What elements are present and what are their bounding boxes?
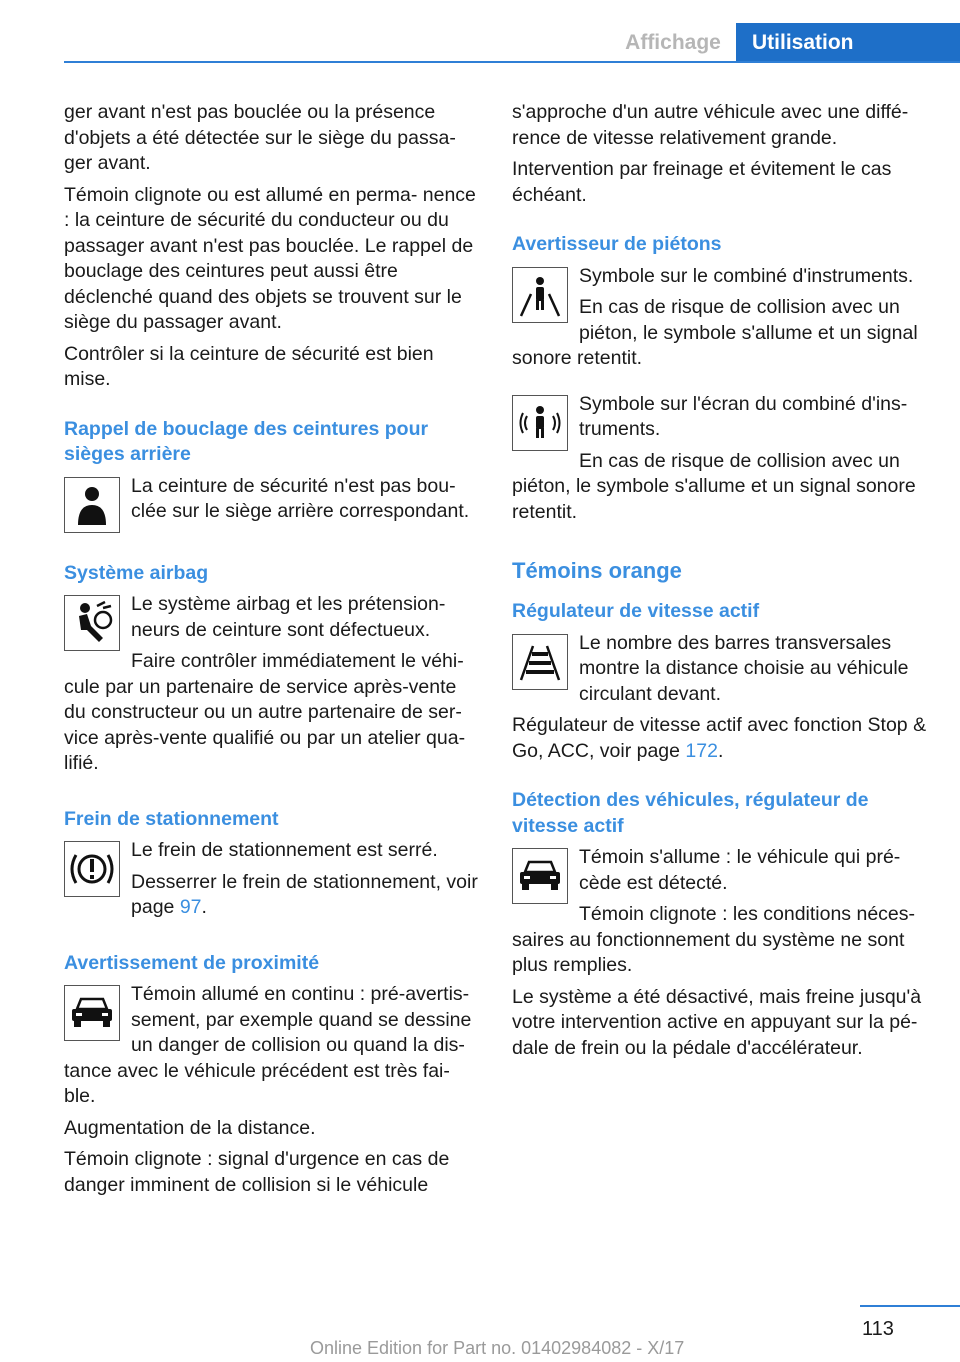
detect-block [512, 845, 928, 979]
heading-pedestrian-warning: Avertisseur de piétons [512, 233, 722, 255]
right-column [512, 100, 928, 1067]
tab-utilisation[interactable]: Utilisation [736, 23, 960, 61]
page-link-172[interactable]: 172 [685, 739, 718, 762]
paragraph: ger avant n'est pas bouclée ou la présence d'objets a été détectée sur le siège du passa‐ ger avant. [64, 101, 456, 174]
heading-rear-belt-reminder: Rappel de bouclage des ceintures pour sièges arrière [64, 417, 429, 465]
left-column [64, 100, 480, 1204]
paragraph: En cas de risque de collision avec un piéton, le symbole s'allume et un signal sonore retentit. [512, 449, 916, 523]
pedestrian-block-2 [512, 392, 928, 526]
page-header [0, 0, 960, 62]
proximity-block [64, 982, 480, 1198]
paragraph: La ceinture de sécurité n'est pas bou‐ clée sur le siège arrière correspondant. [131, 474, 470, 522]
text: Desserrer le frein de stationnement, voir page [131, 870, 478, 918]
rear-belt-block [64, 474, 480, 525]
paragraph: s'approche d'un autre véhicule avec une diffé‐ rence de vitesse relativement grande. [512, 101, 909, 149]
paragraph [512, 713, 928, 764]
paragraph: Faire contrôler immédiatement le véhi‐ cule par un partenaire de service après-vente du constructeur ou un autre partenaire de ser‐ vice après-vente qualifié ou par un atelier qua‐ lifié. [64, 650, 466, 774]
text: . [201, 896, 207, 918]
seatbelt-person-icon [64, 477, 120, 533]
paragraph: Contrôler si la ceinture de sécurité est bien mise. [64, 342, 434, 390]
paragraph: Le nombre des barres transversales montre la distance choisie au véhicule circulant devant. [579, 631, 909, 705]
paragraph: Témoin clignote : les conditions néces‐ saires au fonctionnement du système ne sont plus remplies. [512, 903, 916, 976]
pedestrian-road-icon [512, 267, 568, 323]
text: . [717, 739, 724, 762]
acc-block [512, 631, 928, 708]
paragraph: Symbole sur le combiné d'instruments. [579, 264, 914, 287]
heading-airbag: Système airbag [64, 561, 209, 584]
heading-parking-brake: Frein de stationnement [64, 807, 279, 830]
paragraph: Le système airbag et les prétension‐ neurs de ceinture sont défectueux. [131, 593, 446, 641]
paragraph: Témoin s'allume : le véhicule qui pré‐ cède est détecté. [579, 846, 901, 894]
distance-bars-icon [512, 634, 568, 690]
tab-affichage[interactable]: Affichage [625, 31, 721, 54]
car-front-icon [512, 848, 568, 904]
edition-note: Online Edition for Part no. 01402984082 - X/17 [310, 1338, 685, 1358]
airbag-icon [64, 595, 120, 651]
paragraph [64, 870, 480, 921]
paragraph: Témoin clignote : signal d'urgence en cas de danger imminent de collision si le véhicule [64, 1148, 450, 1196]
car-front-icon [64, 985, 120, 1041]
parking-brake-block [64, 838, 480, 921]
paragraph: Témoin clignote ou est allumé en perma‐ nence : la ceinture de sécurité du conducteur ou du passager avant n'est pas bouclée. Le rappel de bouclage des ceintures peut aussi être déclenché quand des objets se trouvent sur le siège du passager avant. [64, 183, 476, 333]
parking-brake-icon [64, 841, 120, 897]
heading-vehicle-detection: Détection des véhicules, régulateur de vitesse actif [512, 789, 869, 837]
paragraph: Le frein de stationnement est serré. [131, 839, 438, 861]
footer-divider [860, 1305, 960, 1307]
text: Régulateur de vitesse actif avec fonction Stop & Go, ACC, voir page [512, 714, 927, 762]
paragraph: Intervention par freinage et évitement le cas échéant. [512, 158, 892, 206]
paragraph: Témoin allumé en continu : pré-avertis‐ sement, par exemple quand se dessine un danger de collision ou quand la dis‐ tance avec le véhicule précédent est très fai‐ ble. [64, 983, 472, 1107]
pedestrian-block-1 [512, 264, 928, 372]
paragraph: En cas de risque de collision avec un piéton, le symbole s'allume et un signal sonore retentit. [512, 296, 918, 369]
paragraph: Le système a été désactivé, mais freine jusqu'à votre intervention active en appuyant sur la pé‐ dale de frein ou la pédale d'accélérateur. [512, 985, 922, 1059]
header-divider [64, 61, 960, 63]
paragraph: Symbole sur l'écran du combiné d'ins‐ truments. [579, 392, 908, 440]
pedestrian-sound-icon [512, 395, 568, 451]
paragraph: Augmentation de la distance. [64, 1116, 316, 1139]
airbag-block [64, 592, 480, 777]
page-link-97[interactable]: 97 [179, 896, 202, 918]
page-number: 113 [862, 1318, 894, 1340]
heading-proximity-warning: Avertissement de proximité [64, 951, 320, 974]
heading-active-cruise-control: Régulateur de vitesse actif [512, 600, 760, 622]
heading-orange-indicators: Témoins orange [512, 558, 682, 583]
